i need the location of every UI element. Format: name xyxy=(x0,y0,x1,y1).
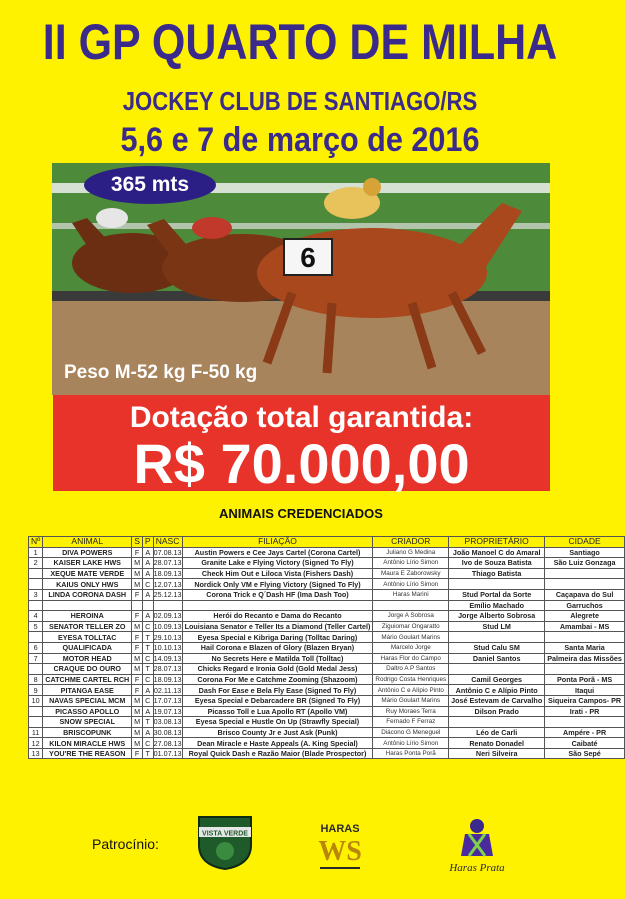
logo2-text: HARAS xyxy=(320,823,360,835)
table-row xyxy=(29,611,625,622)
cell-cidade xyxy=(545,664,625,675)
poster-title: II GP QUARTO DE MILHA xyxy=(42,14,558,70)
prize-label: Dotação total garantida: xyxy=(129,401,474,434)
section-title: ANIMAIS CREDENCIADOS xyxy=(219,506,383,521)
logo1-text: VISTA VERDE xyxy=(202,830,248,838)
cell-filiacao: Corona Trick e Q´Dash HF (Ima Dash Too) xyxy=(182,589,373,600)
cell-s: M xyxy=(132,717,143,728)
cell-p xyxy=(142,600,153,611)
cell-criador: Marcelo Jorge xyxy=(373,642,449,653)
cell-n: 10 xyxy=(29,695,43,706)
cell-proprietario: Stud Portal da Sorte xyxy=(449,589,545,600)
cell-s: F xyxy=(132,632,143,643)
weight-info: Peso M-52 kg F-50 kg xyxy=(64,362,258,383)
cell-n: 2 xyxy=(29,558,43,569)
cell-p: A xyxy=(142,568,153,579)
table-row xyxy=(29,738,625,749)
table-row xyxy=(29,706,625,717)
cell-p: T xyxy=(142,748,153,759)
cell-s: F xyxy=(132,685,143,696)
cell-criador: Haras Marini xyxy=(373,589,449,600)
cell-s: M xyxy=(132,621,143,632)
cell-p: C xyxy=(142,738,153,749)
sponsors-label: Patrocínio: xyxy=(92,836,159,852)
col-n: Nº xyxy=(29,537,43,548)
cell-s: F xyxy=(132,611,143,622)
col-animal: ANIMAL xyxy=(43,537,132,548)
cell-filiacao: Dash For Ease e Bela Fly Ease (Signed To Fly) xyxy=(182,685,373,696)
table-row xyxy=(29,589,625,600)
cell-n: 12 xyxy=(29,738,43,749)
col-criador: CRIADOR xyxy=(373,537,449,548)
cell-animal: PICASSO APOLLO xyxy=(43,706,132,717)
cell-n: 11 xyxy=(29,727,43,738)
cell-nasc: 17.07.13 xyxy=(153,696,182,706)
cell-animal: XEQUE MATE VERDE xyxy=(43,568,132,579)
cell-proprietario xyxy=(449,664,545,675)
cell-p: T xyxy=(142,642,153,653)
cell-animal: SENATOR TELLER ZO xyxy=(43,621,132,632)
cell-proprietario: Daniel Santos xyxy=(449,653,545,664)
cell-cidade xyxy=(545,579,625,590)
cell-n xyxy=(29,664,43,675)
cell-filiacao: Hail Corona e Blazen of Glory (Blazen Bryan) xyxy=(182,642,373,653)
cell-cidade: Ampére - PR xyxy=(545,727,625,738)
cell-cidade: Caibaté xyxy=(545,738,625,749)
cell-cidade: Caçapava do Sul xyxy=(545,589,625,600)
table-row xyxy=(29,695,625,706)
cell-criador: Mário Goulart Marins xyxy=(373,695,449,706)
table-row xyxy=(29,664,625,675)
cell-s: M xyxy=(132,568,143,579)
cell-animal: KAIUS ONLY HWS xyxy=(43,579,132,590)
cell-criador: Maura E Zaborowsky xyxy=(373,568,449,579)
cell-n xyxy=(29,717,43,728)
prize-value: R$ 70.000,00 xyxy=(133,432,470,495)
cell-filiacao: Chicks Regard e Ironia Gold (Gold Medal Jess) xyxy=(182,664,373,675)
cell-nasc xyxy=(153,600,182,611)
cell-proprietario: Antônio C e Alípio Pinto xyxy=(449,685,545,696)
cell-filiacao xyxy=(182,600,373,611)
cell-animal: EYESA TOLLTAC xyxy=(43,632,132,643)
table-row xyxy=(29,653,625,664)
cell-criador: Jorge A Sobrosa xyxy=(373,611,449,622)
cell-s: M xyxy=(132,727,143,738)
poster-subtitle: JOCKEY CLUB DE SANTIAGO/RS xyxy=(122,86,478,116)
cell-nasc: 02.09.13 xyxy=(153,611,182,621)
cell-p: A xyxy=(142,685,153,696)
cell-p: A xyxy=(142,611,153,622)
cell-p: A xyxy=(142,589,153,600)
cell-cidade: Itaqui xyxy=(545,685,625,696)
cell-proprietario: Neri Silveira xyxy=(449,748,545,759)
cell-proprietario: Stud LM xyxy=(449,621,545,632)
cell-s: M xyxy=(132,695,143,706)
cell-cidade: Garruchos xyxy=(545,600,625,611)
cell-s: M xyxy=(132,664,143,675)
cell-animal: NAVAS SPECIAL MCM xyxy=(43,695,132,706)
cell-criador xyxy=(373,600,449,611)
cell-p: A xyxy=(142,727,153,738)
col-nasc: NASC xyxy=(153,537,182,548)
cell-n: 8 xyxy=(29,674,43,685)
cell-cidade xyxy=(545,717,625,728)
cell-animal xyxy=(43,600,132,611)
cell-nasc: 30.08.13 xyxy=(153,727,182,737)
cell-nasc: 29.10.13 xyxy=(153,632,182,642)
cell-p: A xyxy=(142,706,153,717)
cell-nasc: 07.08.13 xyxy=(153,547,182,557)
cell-proprietario: José Estevam de Carvalho xyxy=(449,695,545,706)
cell-nasc: 01.07.13 xyxy=(153,749,182,759)
cell-cidade: Alegrete xyxy=(545,611,625,622)
col-s: S xyxy=(132,537,143,548)
race-distance-badge: 365 mts xyxy=(84,166,216,204)
cell-n: 6 xyxy=(29,642,43,653)
cell-nasc: 03.08.13 xyxy=(153,717,182,727)
cell-criador: Haras Ponta Porã xyxy=(373,748,449,759)
table-row xyxy=(29,685,625,696)
cell-filiacao: No Secrets Here e Matilda Toll (Tolltac) xyxy=(182,653,373,664)
table-row xyxy=(29,621,625,632)
cell-s: F xyxy=(132,674,143,685)
cell-cidade: Ponta Porã - MS xyxy=(545,674,625,685)
cell-animal: CATCHME CARTEL RCH xyxy=(43,674,132,685)
logo3-text: Haras Prata xyxy=(449,862,505,874)
cell-nasc: 27.08.13 xyxy=(153,738,182,748)
table-row xyxy=(29,748,625,759)
haras-prata-logo xyxy=(435,816,519,876)
cell-nasc: 12.07.13 xyxy=(153,579,182,589)
cell-cidade: Amambai - MS xyxy=(545,621,625,632)
cell-nasc: 28.07.13 xyxy=(153,664,182,674)
cell-s: M xyxy=(132,579,143,590)
cell-proprietario: Emílio Machado xyxy=(449,600,545,611)
cell-filiacao: Royal Quick Dash e Razão Maior (Blade Prospector) xyxy=(182,748,373,759)
cell-p: C xyxy=(142,695,153,706)
entries-table xyxy=(28,536,625,759)
cell-p: C xyxy=(142,621,153,632)
cell-p: C xyxy=(142,653,153,664)
cell-proprietario: Léo de Carli xyxy=(449,727,545,738)
cell-cidade: Santiago xyxy=(545,547,625,558)
cell-animal: KAISER LAKE HWS xyxy=(43,558,132,569)
table-header-row xyxy=(29,537,625,548)
cell-filiacao: Eyesa Special e Debarcadere BR (Signed To Fly) xyxy=(182,695,373,706)
cell-proprietario: Jorge Alberto Sobrosa xyxy=(449,611,545,622)
cell-nasc: 28.07.13 xyxy=(153,558,182,568)
cell-s: F xyxy=(132,642,143,653)
col-filiacao: FILIAÇÃO xyxy=(182,537,373,548)
cell-animal: CRAQUE DO OURO xyxy=(43,664,132,675)
cell-nasc: 19.07.13 xyxy=(153,706,182,716)
cell-proprietario: Renato Donadel xyxy=(449,738,545,749)
cell-n: 1 xyxy=(29,547,43,558)
cell-n: 4 xyxy=(29,611,43,622)
cell-p: T xyxy=(142,632,153,643)
table-row xyxy=(29,547,625,558)
cell-animal: KILON MIRACLE HWS xyxy=(43,738,132,749)
cell-nasc: 18.09.13 xyxy=(153,569,182,579)
cell-animal: MOTOR HEAD xyxy=(43,653,132,664)
prize-banner xyxy=(53,395,550,495)
cell-proprietario: Dilson Prado xyxy=(449,706,545,717)
cell-filiacao: Check Him Out e Liloca Vista (Fishers Dash) xyxy=(182,568,373,579)
table-row xyxy=(29,674,625,685)
cell-cidade: Palmeira das Missões xyxy=(545,653,625,664)
cell-cidade: São Luiz Gonzaga xyxy=(545,558,625,569)
cell-n: 5 xyxy=(29,621,43,632)
cell-nasc: 02.11.13 xyxy=(153,685,182,695)
cell-filiacao: Louisiana Senator e Teller Its a Diamond (Teller Cartel) xyxy=(182,621,373,632)
cell-cidade: Siqueira Campos- PR xyxy=(545,695,625,706)
cell-proprietario: Thiago Batista xyxy=(449,568,545,579)
cell-n xyxy=(29,568,43,579)
cell-criador: Mário Goulart Marins xyxy=(373,632,449,643)
table-row xyxy=(29,632,625,643)
cell-s: F xyxy=(132,589,143,600)
cell-n xyxy=(29,706,43,717)
cell-filiacao: Nordick Only VM e Flying Victory (Signed To Fly) xyxy=(182,579,373,590)
cell-p: A xyxy=(142,558,153,569)
cell-s: F xyxy=(132,547,143,558)
cell-filiacao: Herói do Recanto e Dama do Recanto xyxy=(182,611,373,622)
cell-criador: Daltro A P Santos xyxy=(373,664,449,675)
cell-p: T xyxy=(142,717,153,728)
cell-filiacao: Granite Lake e Flying Victory (Signed To Fly) xyxy=(182,558,373,569)
cell-animal: HEROINA xyxy=(43,611,132,622)
logo2-mark: WS xyxy=(318,836,362,867)
cell-criador: Antônio Lírio Simon xyxy=(373,558,449,569)
cell-filiacao: Brisco County Jr e Just Ask (Punk) xyxy=(182,727,373,738)
cell-proprietario: Camil Georges xyxy=(449,674,545,685)
cell-nasc: 14.09.13 xyxy=(153,653,182,663)
cell-n: 13 xyxy=(29,748,43,759)
cell-s xyxy=(132,600,143,611)
vista-verde-logo xyxy=(195,815,255,871)
cell-n xyxy=(29,600,43,611)
cell-p: A xyxy=(142,547,153,558)
cell-filiacao: Picasso Toll e Lua Apollo RT (Apollo VM) xyxy=(182,706,373,717)
cell-criador: Rodrigo Costa Henriques xyxy=(373,674,449,685)
cell-filiacao: Eyesa Special e Kibriga Daring (Tolltac Daring) xyxy=(182,632,373,643)
table-row xyxy=(29,568,625,579)
cell-criador: Ruy Moraes Terra xyxy=(373,706,449,717)
cell-criador: Antônio Lírio Simon xyxy=(373,579,449,590)
table-row xyxy=(29,600,625,611)
cell-cidade xyxy=(545,632,625,643)
cell-s: M xyxy=(132,738,143,749)
cell-nasc: 10.09.13 xyxy=(153,622,182,632)
cell-s: M xyxy=(132,706,143,717)
col-cidade: CIDADE xyxy=(545,537,625,548)
saddle-number: 6 xyxy=(300,242,316,273)
cell-proprietario xyxy=(449,717,545,728)
haras-ws-logo xyxy=(306,820,374,872)
cell-cidade xyxy=(545,568,625,579)
cell-filiacao: Corona For Me e Catchme Zooming (Shazoom) xyxy=(182,674,373,685)
cell-nasc: 25.12.13 xyxy=(153,590,182,600)
cell-n: 3 xyxy=(29,589,43,600)
event-dates: 5,6 e 7 de março de 2016 xyxy=(120,121,480,159)
cell-filiacao: Dean Miracle e Haste Appeals (A. King Special) xyxy=(182,738,373,749)
cell-animal: LINDA CORONA DASH xyxy=(43,589,132,600)
cell-proprietario xyxy=(449,579,545,590)
cell-criador: Fernado F Ferraz xyxy=(373,717,449,728)
cell-s: M xyxy=(132,653,143,664)
cell-criador: Antônio C e Alípio Pinto xyxy=(373,685,449,696)
table-row xyxy=(29,642,625,653)
cell-animal: BRISCOPUNK xyxy=(43,727,132,738)
cell-filiacao: Austin Powers e Cee Jays Cartel (Corona Cartel) xyxy=(182,547,373,558)
cell-proprietario: Stud Calu SM xyxy=(449,642,545,653)
cell-s: F xyxy=(132,748,143,759)
cell-p: T xyxy=(142,664,153,675)
cell-n xyxy=(29,632,43,643)
cell-s: M xyxy=(132,558,143,569)
cell-cidade: São Sepé xyxy=(545,748,625,759)
table-row xyxy=(29,558,625,569)
cell-n: 9 xyxy=(29,685,43,696)
col-proprietario: PROPRIETÁRIO xyxy=(449,537,545,548)
cell-criador: Haras Flor do Campo xyxy=(373,653,449,664)
cell-criador: Juliano G Medina xyxy=(373,547,449,558)
cell-filiacao: Eyesa Special e Hustle On Up (Strawfly Special) xyxy=(182,717,373,728)
cell-n: 7 xyxy=(29,653,43,664)
table-row xyxy=(29,727,625,738)
cell-cidade: Santa Maria xyxy=(545,642,625,653)
cell-animal: PITANGA EASE xyxy=(43,685,132,696)
cell-nasc: 10.10.13 xyxy=(153,643,182,653)
cell-proprietario: Ivo de Souza Batista xyxy=(449,558,545,569)
cell-criador: Antônio Lírio Simon xyxy=(373,738,449,749)
cell-n xyxy=(29,579,43,590)
cell-animal: QUALIFICADA xyxy=(43,642,132,653)
col-p: P xyxy=(142,537,153,548)
cell-animal: DIVA POWERS xyxy=(43,547,132,558)
table-row xyxy=(29,579,625,590)
table-row xyxy=(29,717,625,728)
cell-proprietario xyxy=(449,632,545,643)
cell-criador: Diácono G Meneguel xyxy=(373,727,449,738)
cell-cidade: Irati - PR xyxy=(545,706,625,717)
cell-criador: Ziguiomar Ongaratto xyxy=(373,621,449,632)
cell-animal: YOU'RE THE REASON xyxy=(43,748,132,759)
cell-animal: SNOW SPECIAL xyxy=(43,717,132,728)
cell-proprietario: João Manoel C do Amaral xyxy=(449,547,545,558)
cell-nasc: 18.09.13 xyxy=(153,675,182,685)
cell-p: C xyxy=(142,674,153,685)
cell-p: C xyxy=(142,579,153,590)
